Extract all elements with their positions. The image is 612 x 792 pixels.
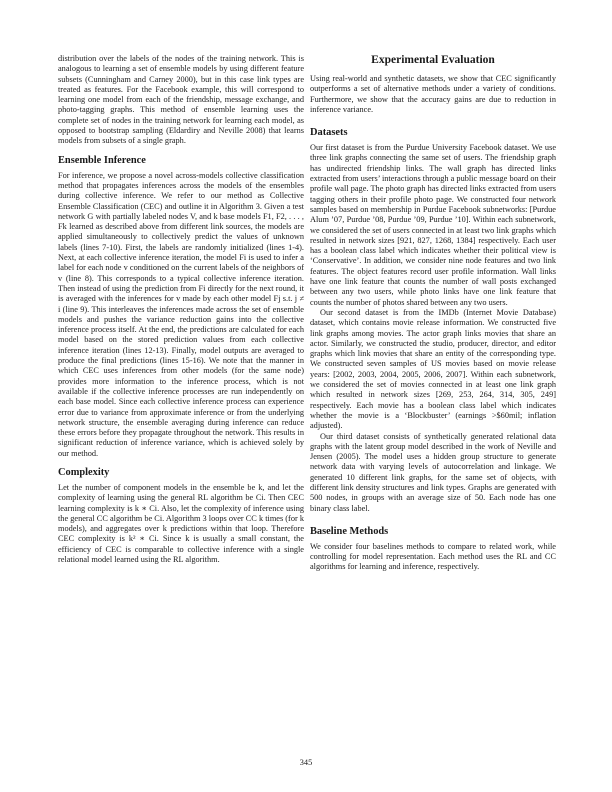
- ensemble-inference-heading: Ensemble Inference: [58, 154, 146, 166]
- facebook-dataset-paragraph: Our first dataset is from the Purdue University Facebook dataset. We use three link graphs connecting the same set of users. The friendship graph has undirected friendship links. The wall graph has directed links extracted from users’ interactions through a public message board on their profile wall page. The photo graph has directed links extracted from users tagging others in their profile photo page. We constructed four network samples based on membership in Purdue Facebook subnetworks: [Purdue Alum ’07, Purdue ’08, Purdue ’09, Purdue ’10]. Within each subnetwork, we considered the set of users connected in at least two link graphs which resulted in network sizes [921, 827, 1268, 1384] respectively. Each user has a boolean class label which indicates whether their political view is ‘Conservative’. In addition, we consider nine node features and two link features. The object features record user profile information. Wall links have one link feature that counts the number of wall posts exchanged between any two users, while photo links have one link feature that counts the number of photos shared between any two users.: [310, 143, 556, 307]
- experimental-evaluation-paragraph: Using real-world and synthetic datasets, we show that CEC significantly outperforms a set of alternative methods under a variety of conditions. Furthermore, we show that the accuracy gains are due to reduction in inference variance.: [310, 74, 556, 114]
- complexity-paragraph: Let the number of component models in the ensemble be k, and let the complexity of learning using the general RL algorithm be Ci. Then CEC learning complexity is k ∗ Ci. Also, let the complexity of inference using the general CC algorithm be Ci. Algorithm 3 loops over CC k times (for k models), and aggregates over k predictions within that loop. Therefore CEC complexity is k² ∗ Ci. Since k is usually a small constant, the efficiency of CEC is comparable to collective inference with a single relational model learned using the RL algorithm.: [58, 482, 304, 565]
- datasets-heading: Datasets: [310, 127, 348, 139]
- imdb-dataset-paragraph: Our second dataset is from the IMDb (Internet Movie Database) dataset, which contains movie release information. We constructed five link graphs among movies. The actor graph links movies that share an actor. Similarly, we constructed the studio, producer, director, and editor graphs which link movies that share an entity of the corresponding type. We constructed seven samples of US movies based on movie release years: [2002, 2003, 2004, 2005, 2006, 2007]. Within each subnetwork, we considered the set of movies connected in at least one link graph which resulted in network sizes [269, 253, 264, 314, 305, 249] respectively. Each movie has a boolean class label which indicates whether the movie is a ‘Blockbuster’ (earnings >$60mil; inflation adjusted).: [310, 307, 556, 431]
- left-column: [58, 54, 304, 565]
- experimental-evaluation-heading: Experimental Evaluation: [371, 54, 495, 66]
- baseline-methods-paragraph: We consider four baselines methods to compare to related work, while controlling for model representation. Each method uses the RL and CC algorithms for learning and inference, respectively.: [310, 541, 556, 572]
- intro-paragraph: distribution over the labels of the nodes of the training network. This is analogous to learning a set of ensemble models by using different feature subsets (Cunningham and Carney 2000), but in this case link types are treated as features. For the Facebook example, this will correspond to learning one model from each of the friendship, message exchange, and photo-tagging graphs. This method of ensemble learning uses the complete set of nodes in the training network for learning each model, as opposed to bootstrap sampling (Eldardiry and Neville 2008) that learns models from subsets of a single graph.: [58, 54, 304, 146]
- right-column: [310, 54, 556, 573]
- ensemble-inference-paragraph: For inference, we propose a novel across-models collective classification method that propagates inferences across the models of the ensembles during collective inference. We refer to our method as Collective Ensemble Classification (CEC) and outline it in Algorithm 3. Given a test network G with partially labeled nodes V, and k base models F1, F2, . . . , Fk learned as described above from different link sources, the models are applied simultaneously to collectively predict the values of unknown labels (lines 7-10). First, the labels are randomly initialized (lines 1-4). Next, at each collective inference iteration, the model Fi is used to infer a label for each node v conditioned on the current labels of the neighbors of v (line 8). This corresponds to a typical collective inference iteration. Then instead of using the prediction from Fi directly for the next round, it is averaged with the inferences for v made by each other model Fj s.t. j ≠ i (line 9). This interleaves the inferences made across the set of ensemble models and pushes the variance reduction gains into the collective inference process itself. At the end, the predictions are calculated for each model based on the stored prediction values from each collective inference iteration (lines 12-13). Finally, model outputs are averaged to produce the final predictions (lines 15-16). We note that the manner in which CEC uses inferences from other models (for the same node) provides more information to the inference process, which is not available if the collective inference processes are run independently on each base model. Since each collective inference process can experience error due to variance from approximate inference or from the underlying network structure, the ensemble averaging during inference can reduce these errors before they propagate throughout the network. This results in significant reduction of inference variance, which is achieved solely by our method.: [58, 170, 304, 458]
- page-number: 345: [299, 758, 313, 767]
- baseline-methods-heading: Baseline Methods: [310, 525, 389, 537]
- complexity-heading: Complexity: [58, 466, 110, 478]
- synthetic-dataset-paragraph: Our third dataset consists of synthetically generated relational data graphs with the latent group model described in the work of Neville and Jensen (2005). The model uses a hidden group structure to generate network data with varying levels of autocorrelation and linkage. We generated 10 different link graphs, for the same set of objects, with different link density structures and link types. Graphs are generated with 500 nodes, in groups with an average size of 50. Each node has one binary class label.: [310, 431, 556, 513]
